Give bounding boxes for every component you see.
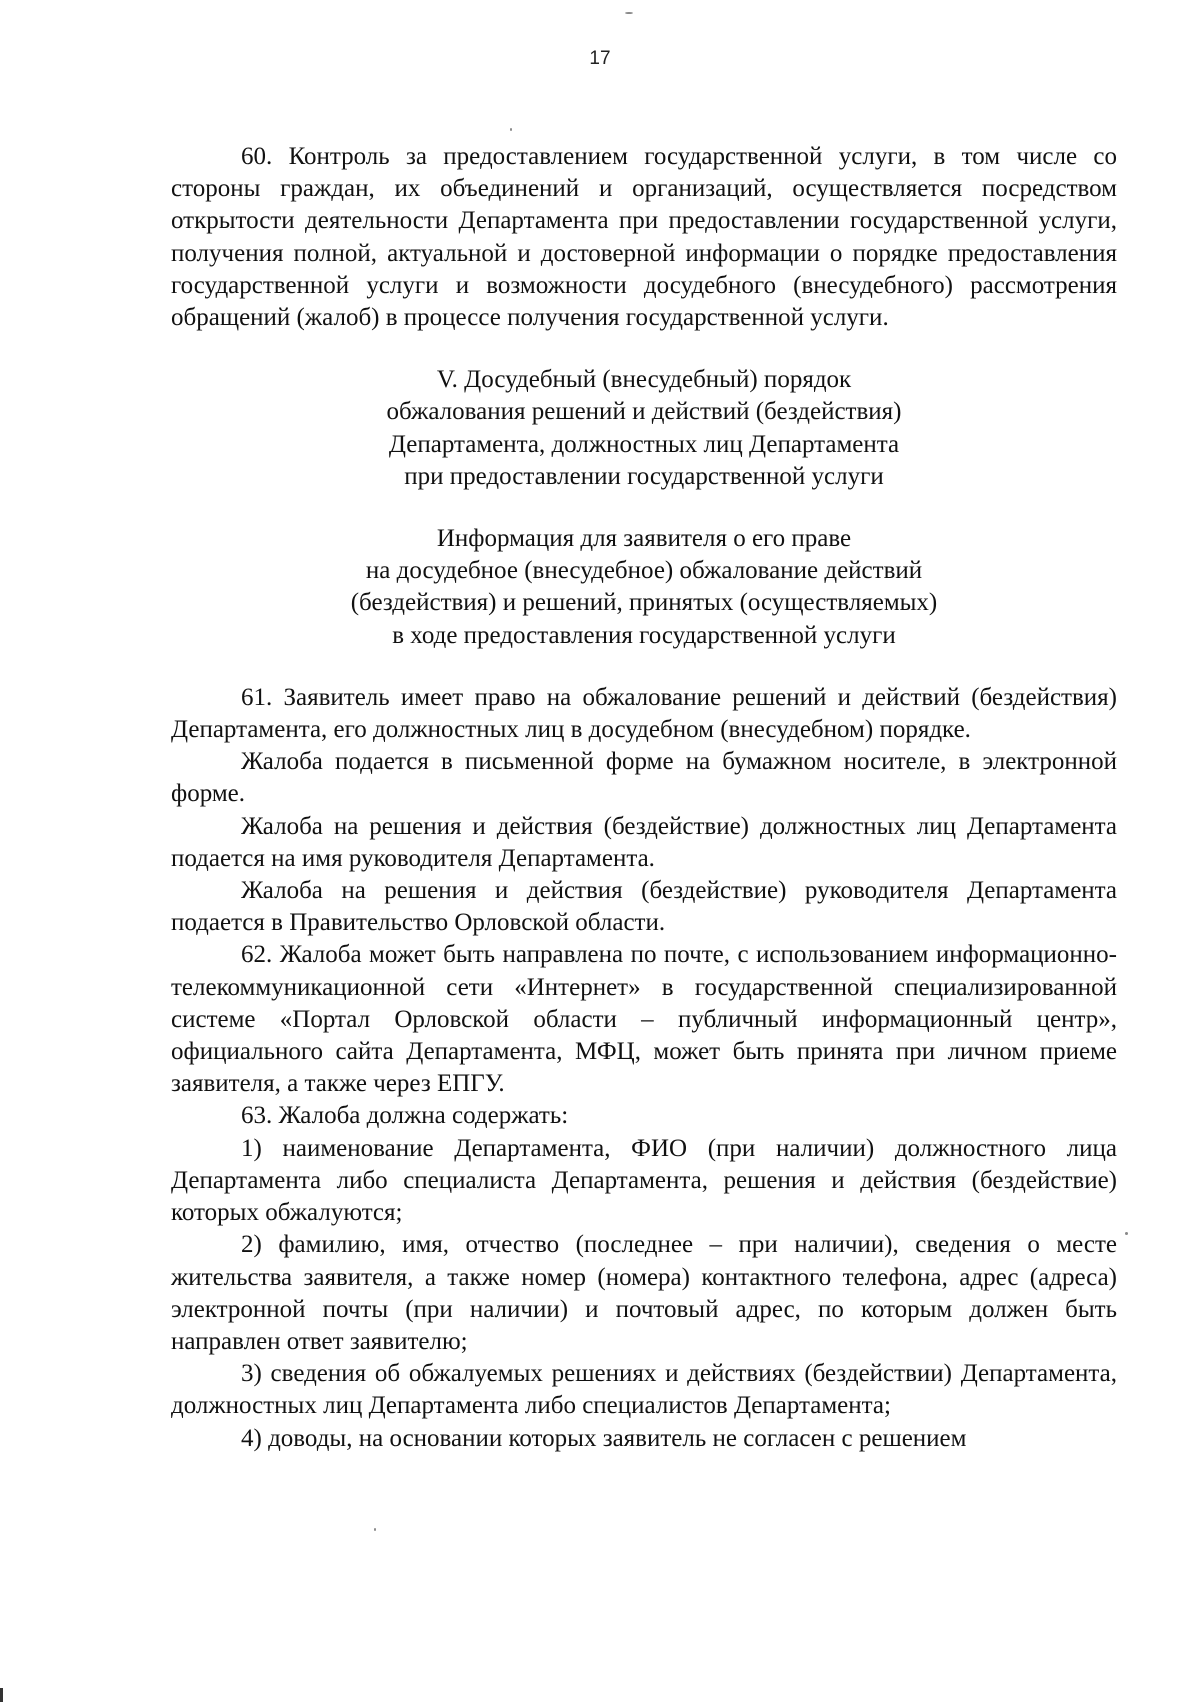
paragraph-complaint-head: Жалоба на решения и действия (бездействие) руководителя Департамента подается в Правительство Орловской области. [171,877,1117,937]
scan-speck [510,128,512,131]
list-item-2: 2) фамилию, имя, отчество (последнее – при наличии), сведения о месте жительства заявителя, а также номер (номера) контактного телефона, адрес (адреса) электронной почты (при наличии) и почтовый адрес, по которым должен быть направлен ответ заявителю; [171,1231,1117,1355]
scan-speck [625,12,633,14]
paragraph-complaint-officials: Жалоба на решения и действия (бездействие) должностных лиц Департамента подается на имя руководителя Департамента. [171,812,1117,872]
paragraph-62: 62. Жалоба может быть направлена по почте, с использованием информационно-телекоммуникационной сети «Интернет» в государственной специализированной системе «Портал Орловской области – публичный информационный центр», официального сайта Департамента, МФЦ, может быть принята при личном приеме заявителя, а также через ЕПГУ. [171,941,1117,1098]
sub-heading-line: в ходе предоставления государственной услуги [392,621,896,649]
paragraph-60: 60. Контроль за предоставлением государственной услуги, в том числе со стороны граждан, их объединений и организаций, осуществляется посредством открытости деятельности Департамента при предоставлении государственной услуги, получения полной, актуальной и достоверной информации о порядке предоставления государственной услуги и возможности досудебного (внесудебного) рассмотрения обращений (жалоб) в процессе получения государственной услуги. [171,143,1117,332]
document-body [171,141,1117,1455]
list-item-3: 3) сведения об обжалуемых решениях и действиях (бездействии) Департамента, должностных лиц Департамента либо специалистов Департамента; [171,1360,1117,1420]
section-heading-line: Департамента, должностных лиц Департамента [388,430,900,458]
scan-speck [1125,1232,1128,1235]
scan-edge-mark [0,1688,3,1702]
section-heading-line: обжалования решений и действий (бездействия) [386,398,902,426]
sub-heading-line: на досудебное (внесудебное) обжалование действий [365,557,923,585]
paragraph-63: 63. Жалоба должна содержать: [241,1102,569,1130]
page-number: 17 [589,48,611,69]
sub-heading-line: (бездействия) и решений, принятых (осуществляемых) [350,589,938,617]
list-item-1: 1) наименование Департамента, ФИО (при наличии) должностного лица Департамента либо специалиста Департамента, решения и действия (бездействие) которых обжалуются; [171,1134,1117,1227]
paragraph-61: 61. Заявитель имеет право на обжалование решений и действий (бездействия) Департамента, его должностных лиц в досудебном (внесудебном) порядке. [171,683,1117,744]
section-heading [171,364,1117,493]
sub-heading-line: Информация для заявителя о его праве [436,525,852,553]
section-heading-line: V. Досудебный (внесудебный) порядок [436,366,852,394]
section-heading-line: при предоставлении государственной услуги [404,462,884,490]
sub-heading [171,523,1117,652]
paragraph-complaint-form: Жалоба подается в письменной форме на бумажном носителе, в электронной форме. [171,748,1117,808]
scan-speck [374,1528,376,1531]
list-item-4: 4) доводы, на основании которых заявитель не согласен с решением [241,1424,967,1452]
